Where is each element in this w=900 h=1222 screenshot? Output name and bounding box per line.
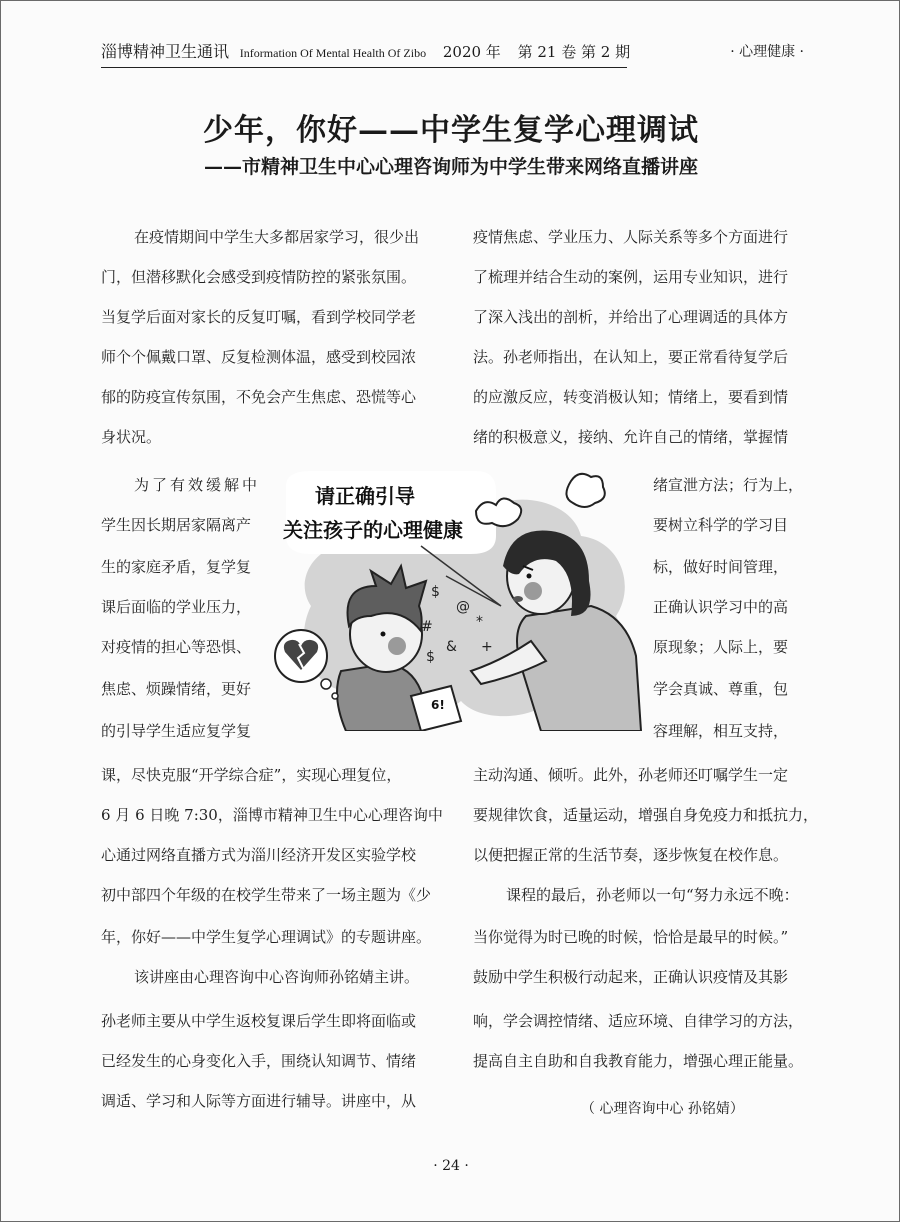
page-number: · 24 · — [433, 1158, 469, 1174]
body-line: 容理解，相互支持， — [653, 722, 789, 740]
body-line: 绪的积极意义，接纳、允许自己的情绪，掌握情 — [473, 428, 789, 446]
body-line: 提高自主自助和自我教育能力，增强心理正能量。 — [473, 1052, 804, 1070]
body-line: 学会真诚、尊重，包 — [653, 680, 789, 698]
body-line: 课后面临的学业压力， — [101, 598, 252, 616]
body-line: 要树立科学的学习目 — [653, 516, 789, 534]
body-line: 门，但潜移默化会感受到疫情防控的紧张氛围。 — [101, 268, 417, 286]
body-line: 已经发生的心身变化入手，围绕认知调节、情绪 — [101, 1052, 417, 1070]
body-line: 焦虑、烦躁情绪，更好 — [101, 680, 252, 698]
running-header — [101, 41, 631, 68]
svg-text:+: + — [481, 639, 493, 655]
body-line: 标，做好时间管理， — [653, 558, 789, 576]
body-line: 当复学后面对家长的反复叮嘱，看到学校同学老 — [101, 308, 417, 326]
body-line: 响，学会调控情绪、适应环境、自律学习的方法， — [473, 1012, 804, 1030]
column-label: · 心理健康 · — [730, 44, 804, 60]
body-line: 正确认识学习中的高 — [653, 598, 789, 616]
body-line: 在疫情期间中学生大多都居家学习，很少出 — [134, 228, 420, 246]
body-line: 以便把握正常的生活节奏，逐步恢复在校作息。 — [473, 846, 789, 864]
journal-name-en: Information Of Mental Health Of Zibo — [239, 46, 427, 60]
body-line: 的引导学生适应复学复 — [101, 722, 252, 740]
body-line: 年，你好——中学生复学心理调试》的专题讲座。 — [101, 928, 432, 946]
svg-text:@: @ — [456, 599, 470, 615]
journal-issue: 第 21 卷 第 2 期 — [517, 43, 631, 61]
body-line: 了梳理并结合生动的案例，运用专业知识，进行 — [473, 268, 789, 286]
body-line: 生的家庭矛盾，复学复 — [101, 558, 252, 576]
illustration-caption-2: 关注孩子的心理健康 — [283, 518, 463, 542]
body-line: 鼓励中学生积极行动起来，正确认识疫情及其影 — [473, 968, 789, 986]
body-line: 课，尽快克服“开学综合症”，实现心理复位， — [101, 766, 402, 784]
body-line: 的应激反应，转变消极认知；情绪上，要看到情 — [473, 388, 789, 406]
body-line: 疫情焦虑、学业压力、人际关系等多个方面进行 — [473, 228, 789, 246]
svg-text:$: $ — [431, 584, 440, 600]
journal-name: 淄博精神卫生通讯 — [101, 42, 230, 61]
svg-text:&: & — [446, 639, 457, 655]
article-title: 少年，你好——中学生复学心理调试 — [203, 113, 699, 148]
body-line: 初中部四个年级的在校学生带来了一场主题为《少 — [101, 886, 432, 904]
body-line: 对疫情的担心等恐惧、 — [101, 638, 252, 656]
body-line: 了深入浅出的剖析，并给出了心理调适的具体方 — [473, 308, 789, 326]
body-line: 心通过网络直播方式为淄川经济开发区实验学校 — [101, 846, 417, 864]
body-line: 孙老师主要从中学生返校复课后学生即将面临或 — [101, 1012, 417, 1030]
article-subtitle: ——市精神卫生中心心理咨询师为中学生带来网络直播讲座 — [203, 156, 698, 178]
body-line: 6 月 6 日晚 7:30，淄博市精神卫生中心心理咨询中 — [101, 806, 443, 824]
svg-text:*: * — [476, 614, 483, 630]
body-line: 学生因长期居家隔离产 — [101, 516, 252, 534]
body-line: 身状况。 — [101, 428, 162, 446]
journal-year: 2020 年 — [442, 43, 501, 61]
illustration — [271, 466, 643, 731]
body-line: 为了有效缓解中 — [134, 476, 261, 494]
svg-text:#: # — [421, 619, 433, 635]
body-line: 调适、学习和人际等方面进行辅导。讲座中，从 — [101, 1092, 417, 1110]
body-line: 师个个佩戴口罩、反复检测体温，感受到校园浓 — [101, 348, 417, 366]
body-line: 当你觉得为时已晚的时候，恰恰是最早的时候。” — [473, 928, 789, 946]
body-line: 绪宣泄方法；行为上， — [653, 476, 804, 494]
paper-mark: 6! — [431, 698, 445, 712]
body-line: 主动沟通、倾听。此外，孙老师还叮嘱学生一定 — [473, 766, 789, 784]
body-line: 郁的防疫宣传氛围，不免会产生焦虑、恐慌等心 — [101, 388, 417, 406]
body-line: 原现象；人际上，要 — [653, 638, 789, 656]
article-signature: （ 心理咨询中心 孙铭婧） — [581, 1101, 744, 1117]
svg-text:$: $ — [426, 649, 435, 665]
body-line: 要规律饮食，适量运动，增强自身免疫力和抵抗力， — [473, 806, 819, 824]
body-line: 课程的最后，孙老师以一句“努力永远不晚： — [506, 886, 799, 904]
illustration-caption-1: 请正确引导 — [315, 484, 415, 508]
body-line: 该讲座由心理咨询中心咨询师孙铭婧主讲。 — [134, 968, 420, 986]
body-line: 法。孙老师指出，在认知上，要正常看待复学后 — [473, 348, 789, 366]
